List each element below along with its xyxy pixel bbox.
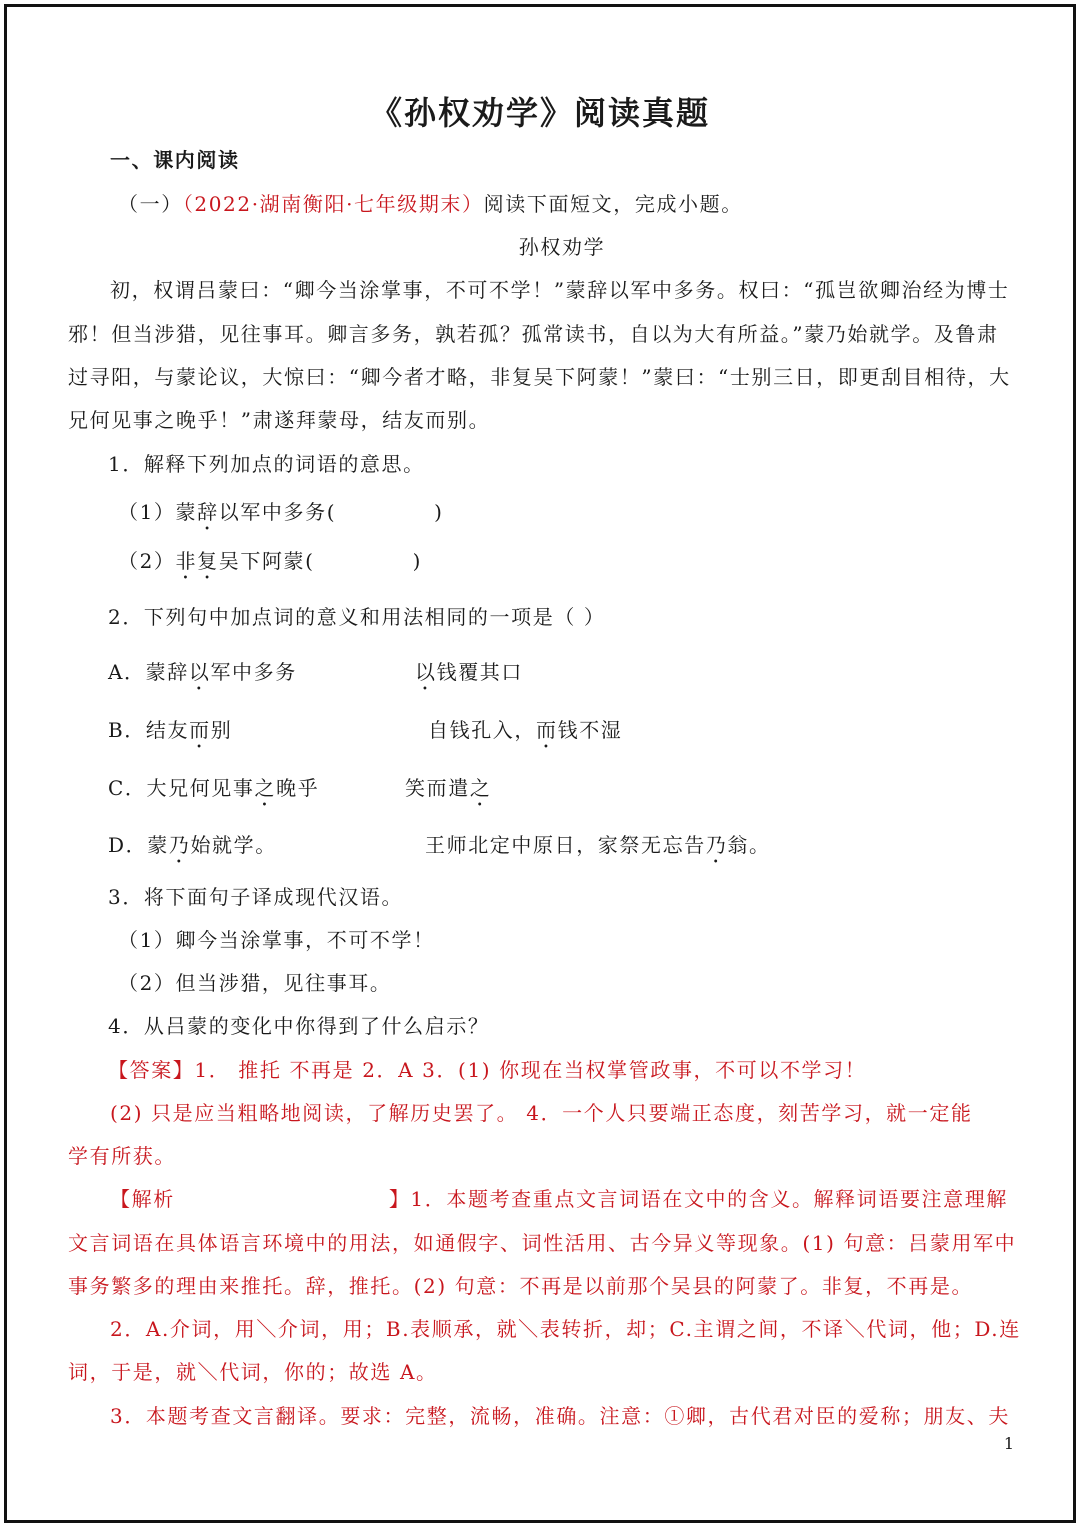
analysis-line-1 bbox=[110, 1185, 1058, 1213]
opt-d-text-post: 始就学。 bbox=[190, 833, 277, 857]
question-1-item-1 bbox=[118, 498, 1066, 535]
passage-line-2: 邪！但当涉猎，见往事耳。卿言多务，孰若孤？孤常读书，自以为大有所益。”蒙乃始就学。及鲁肃 bbox=[68, 322, 999, 346]
opt-d-r-text-post: 翁。 bbox=[727, 833, 771, 857]
opt-b-dotted: 而 bbox=[189, 718, 211, 742]
analysis-line-4: 2．A.介词，用＼介词，用；B.表顺承，就＼表转折，却；C.主谓之间，不译＼代词，他；D.连 bbox=[110, 1317, 1021, 1341]
question-1-item-2 bbox=[118, 547, 1066, 584]
q1b-dotted-word-2: 复 bbox=[197, 549, 219, 573]
question-4-stem: 4．从吕蒙的变化中你得到了什么启示？ bbox=[108, 1014, 490, 1038]
opt-b-r-text: 自钱孔入， bbox=[428, 718, 536, 742]
page-number: 1 bbox=[1003, 1434, 1014, 1453]
analysis-line-6: 3．本题考查文言翻译。要求：完整，流畅，准确。注意：①卿，古代君对臣的爱称；朋友、夫 bbox=[110, 1404, 1010, 1428]
opt-d-r-dotted: 乃 bbox=[705, 833, 728, 857]
q1b-close: ) bbox=[412, 549, 422, 573]
analysis-label: 【解析 bbox=[110, 1187, 175, 1211]
answer-text-1: 1． 推托 不再是 2．A 3．(1) 你现在当权掌管政事，不可以不学习！ bbox=[194, 1058, 867, 1082]
question-3-sentence-1: （1）卿今当涂掌事，不可不学！ bbox=[118, 928, 435, 952]
intro-prefix: （一） bbox=[118, 192, 183, 216]
q1b-text: （2） bbox=[118, 549, 176, 573]
opt-b-text-post: 别 bbox=[210, 718, 233, 742]
option-c-right bbox=[405, 774, 985, 811]
passage-line-3: 过寻阳，与蒙论议，大惊曰：“卿今者才略，非复吴下阿蒙！”蒙曰：“士别三日，即更刮目相待，大 bbox=[68, 365, 1011, 389]
question-3-stem: 3．将下面句子译成现代汉语。 bbox=[108, 885, 404, 909]
q1b-dotted-word-1: 非 bbox=[175, 549, 198, 573]
opt-a-dotted: 以 bbox=[188, 660, 211, 684]
opt-d-r-text: 王师北定中原日，家祭无忘告 bbox=[425, 833, 706, 857]
analysis-text-1: 1．本题考查重点文言词语在文中的含义。解释词语要注意理解 bbox=[410, 1187, 1008, 1211]
passage-line-1: 初，权谓吕蒙曰：“卿今当涂掌事，不可不学！”蒙辞以军中多务。权曰：“孤岂欲卿治经为博士 bbox=[110, 278, 1010, 302]
opt-a-r-dotted: 以 bbox=[415, 660, 437, 684]
analysis-label-close: 】 bbox=[388, 1187, 411, 1211]
opt-c-r-dotted: 之 bbox=[469, 776, 492, 800]
question-3-sentence-2: （2）但当涉猎，见往事耳。 bbox=[118, 971, 392, 995]
page-title: 《孙权劝学》阅读真题 bbox=[369, 94, 710, 132]
opt-d-text: D．蒙 bbox=[108, 833, 169, 857]
opt-d-dotted: 乃 bbox=[168, 833, 191, 857]
opt-a-text: A．蒙辞 bbox=[108, 660, 189, 684]
opt-c-r-text: 笑而遣 bbox=[405, 776, 470, 800]
q1a-text: （1）蒙 bbox=[118, 500, 198, 524]
option-b-right bbox=[428, 716, 988, 753]
option-a-right bbox=[415, 658, 995, 695]
opt-b-r-text-post: 钱不湿 bbox=[557, 718, 623, 742]
q1a-dotted-word: 辞 bbox=[197, 500, 219, 524]
option-d-right bbox=[425, 831, 1005, 868]
answer-line-1 bbox=[108, 1056, 1056, 1084]
q1a-text-post: 以军中多务( bbox=[218, 500, 337, 524]
answer-line-3: 学有所获。 bbox=[68, 1144, 176, 1168]
opt-a-r-text-post: 钱覆其口 bbox=[436, 660, 524, 684]
section-heading: 一、课内阅读 bbox=[110, 148, 240, 172]
opt-c-dotted: 之 bbox=[254, 776, 277, 800]
passage-line-4: 兄何见事之晚乎！”肃遂拜蒙母，结友而别。 bbox=[68, 408, 491, 432]
q1a-close: ) bbox=[434, 500, 444, 524]
opt-b-r-dotted: 而 bbox=[536, 718, 558, 742]
passage-title: 孙权劝学 bbox=[518, 235, 606, 259]
question-1-stem: 1．解释下列加点的词语的意思。 bbox=[108, 452, 425, 476]
intro-line bbox=[118, 190, 1066, 218]
intro-source: （2022·湖南衡阳·七年级期末） bbox=[182, 192, 484, 216]
answer-label: 【答案】 bbox=[108, 1058, 195, 1082]
question-2-stem: 2．下列句中加点词的意义和用法相同的一项是（ ） bbox=[108, 605, 606, 629]
analysis-line-3: 事务繁多的理由来推托。辞，推托。(2) 句意：不再是以前那个吴县的阿蒙了。非复，不再是。 bbox=[68, 1274, 974, 1298]
analysis-line-2: 文言词语在具体语言环境中的用法，如通假字、词性活用、古今异义等现象。(1) 句意：吕蒙用军中 bbox=[68, 1231, 1017, 1255]
opt-a-text-post: 军中多务 bbox=[210, 660, 297, 684]
answer-line-2: (2) 只是应当粗略地阅读，了解历史罢了。 4．一个人只要端正态度，刻苦学习，就一定能 bbox=[110, 1101, 973, 1125]
q1b-text-post: 吴下阿蒙( bbox=[218, 549, 315, 573]
opt-c-text: C．大兄何见事 bbox=[108, 776, 255, 800]
opt-c-text-post: 晚乎 bbox=[276, 776, 320, 800]
intro-instruction: 阅读下面短文，完成小题。 bbox=[483, 192, 743, 216]
opt-b-text: B．结友 bbox=[108, 718, 190, 742]
analysis-line-5: 词，于是，就＼代词，你的；故选 A。 bbox=[68, 1360, 438, 1384]
